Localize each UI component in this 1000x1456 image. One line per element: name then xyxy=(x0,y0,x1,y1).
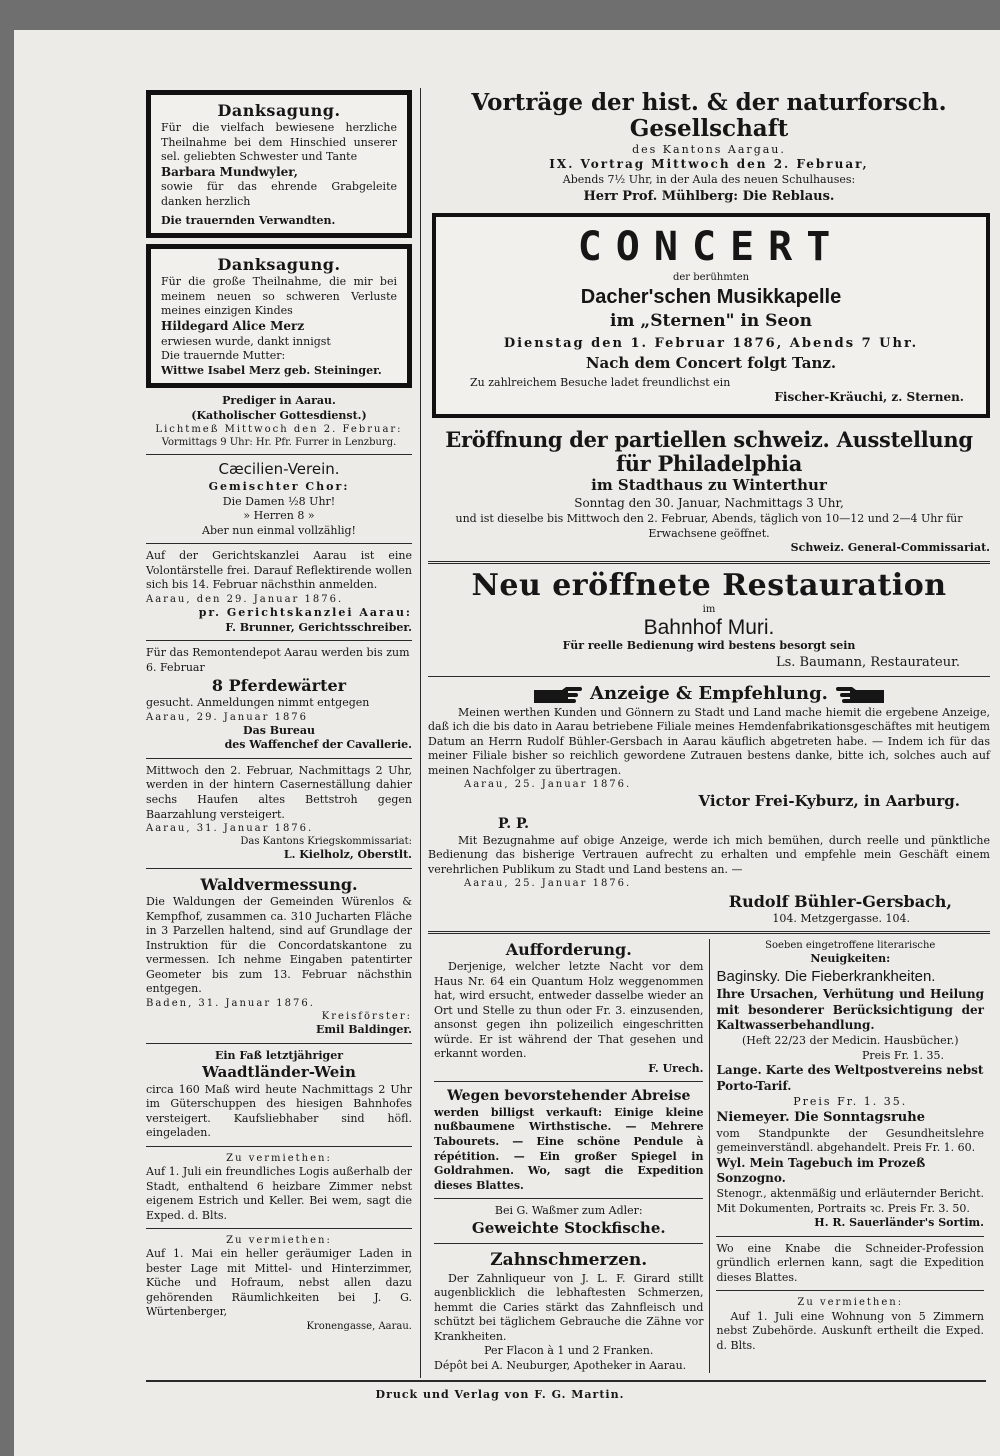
buecher-notice xyxy=(716,939,984,1231)
aufforderung-notice xyxy=(434,939,703,1076)
notice-text: Für die große Theilnahme, die mir bei meinem neuen so schweren Verluste meines einzigen Kindes xyxy=(161,275,397,318)
divider xyxy=(434,1198,703,1199)
divider xyxy=(146,868,412,869)
deceased-name: Barbara Mundwyler, xyxy=(161,164,298,179)
wein-notice xyxy=(146,1049,412,1141)
divider xyxy=(146,543,412,544)
anzeige-signature-2: Rudolf Bühler-Gersbach, xyxy=(728,891,952,911)
vortraege-notice xyxy=(428,90,990,205)
buecher-signature: H. R. Sauerländer's Sortim. xyxy=(814,1216,984,1230)
vermiethen-title: Zu vermiethen: xyxy=(797,1297,904,1309)
abreise-notice xyxy=(434,1087,703,1193)
zahn-text: Der Zahnliqueur von J. L. F. Girard stillt augenblicklich die lebhaftesten Schmerzen, hemmt die Caries stärkt das Zahnfleisch und schützt bei täglichem Gebrauche die Zähne vor Krankheiten. xyxy=(434,1271,704,1343)
restauration-signature: Ls. Baumann, Restaurateur. xyxy=(775,654,960,670)
notice-text-2: sowie für das ehrende Grabgeleite danken herzlich xyxy=(161,180,397,208)
anzeige-notice xyxy=(428,682,990,926)
restauration-title: Neu eröffnete Restauration xyxy=(471,567,947,603)
vermiethen-text: Auf 1. Mai ein heller geräumiger Laden in bester Lage mit Mittel- und Hinterzimmer, Küche und Hofraum, nebst allen dazu gehörenden Räumlichkeiten bei J. G. Würtenberger, xyxy=(146,1247,412,1319)
divider xyxy=(428,561,990,564)
concert-dance: Nach dem Concert folgt Tanz. xyxy=(585,354,837,373)
caecilien-line-3: Aber nun einmal vollzählig! xyxy=(202,523,356,537)
concert-band: Dacher'schen Musikkapelle xyxy=(580,286,842,309)
eroeffnung-title: Eröffnung der partiellen schweiz. Ausstellung für Philadelphia xyxy=(445,427,973,477)
prediger-subtitle: (Katholischer Gottesdienst.) xyxy=(191,408,367,422)
caecilien-line-1: Die Damen ½8 Uhr! xyxy=(222,494,336,508)
book-4-title: Wyl. Mein Tagebuch im Prozeß Sonzogno. xyxy=(716,1155,926,1186)
mittwoch-notice xyxy=(146,764,412,863)
notice-title: Danksagung. xyxy=(217,255,341,275)
gericht-text: Auf der Gerichtskanzlei Aarau ist eine Volontärstelle frei. Darauf Reflektirende wollen sich bis 14. Februar nächsthin anmelden. xyxy=(146,549,412,592)
mittwoch-sign-1: Das Kantons Kriegskommissariat: xyxy=(240,836,412,848)
vermiethen-title: Zu vermiethen: xyxy=(226,1152,332,1164)
wald-text: Die Waldungen der Gemeinden Würenlos & Kempfhof, zusammen ca. 310 Jucharten Fläche in 3 Parzellen haltend, sind auf Grundlage der Instruktion für die Concordatskantone zu vermessen. Ich nehme Eingaben patentirter Geometer bis zum 13. Februar nächsthin entgegen. xyxy=(146,895,412,996)
book-1-title: Baginsky. Die Fieberkrankheiten. xyxy=(716,967,936,985)
anzeige-address-2: 104. Metzgergasse. 104. xyxy=(772,911,910,925)
anzeige-text: Meinen werthen Kunden und Gönnern zu Stadt und Land mache hiemit die ergebene Anzeige, daß ich die bis dato in Aarau betriebene Filiale meines Hemdenfabrikationsgeschäftes mit heutigem Datum an Herrn Rudolf Bühler-Gersbach in Aarau käuflich abgetreten habe. — Indem ich für das meiner Filiale bisher so reichlich gewordene Zutrauen bestens danke, bitte ich, solches auch auf meinen Nachfolger zu übertragen. xyxy=(428,705,990,777)
right-subcolumns xyxy=(428,939,990,1373)
divider xyxy=(146,758,412,759)
vermiethen-notice-3 xyxy=(716,1296,984,1353)
restauration-place: Bahnhof Muri. xyxy=(643,616,775,640)
vortraege-line-1: IX. Vortrag Mittwoch den 2. Februar, xyxy=(549,157,869,172)
remonte-headline: 8 Pferdewärter xyxy=(211,676,347,696)
book-1-price: Preis Fr. 1. 35. xyxy=(862,1048,944,1062)
eroeffnung-hours: und ist dieselbe bis Mittwoch den 2. Februar, Abends, täglich von 10—12 und 2—4 Uhr für Erwachsene geöffnet. xyxy=(455,512,963,540)
gericht-sign-1: pr. Gerichtskanzlei Aarau: xyxy=(198,606,412,620)
anzeige-pp: P. P. xyxy=(498,816,530,833)
right-subcolumn-left xyxy=(428,939,710,1373)
concert-line-1: der berühmten xyxy=(672,271,750,283)
waldvermessung-notice xyxy=(146,874,412,1038)
gericht-date: Aarau, den 29. Januar 1876. xyxy=(146,593,344,605)
vortraege-line-2: Abends 7½ Uhr, in der Aula des neuen Schulhauses: xyxy=(562,173,856,187)
gericht-sign-2: F. Brunner, Gerichtsschreiber. xyxy=(225,620,412,634)
aufforderung-title: Aufforderung. xyxy=(505,940,632,960)
divider xyxy=(146,1043,412,1044)
thanks-notice-1 xyxy=(146,90,412,238)
vermiethen-notice-2 xyxy=(146,1234,412,1333)
pointing-hand-right-icon xyxy=(532,685,584,703)
book-3-desc: vom Standpunkte der Gesundheitslehre gemeinverständl. abgehandelt. Preis Fr. 1. 60. xyxy=(716,1126,984,1155)
divider xyxy=(434,1243,703,1244)
anzeige-date-2: Aarau, 25. Januar 1876. xyxy=(464,878,632,890)
book-2-title: Lange. Karte des Weltpostvereins nebst Porto-Tarif. xyxy=(716,1063,984,1094)
column-divider xyxy=(420,88,421,1378)
vermiethen-title: Zu vermiethen: xyxy=(226,1235,332,1247)
eroeffnung-place: im Stadthaus zu Winterthur xyxy=(591,476,827,495)
notice-signature: Die trauernden Verwandten. xyxy=(161,213,336,227)
caecilien-subtitle: Gemischter Chor: xyxy=(208,480,350,494)
restauration-im: im xyxy=(702,604,716,616)
divider xyxy=(434,1081,703,1082)
anzeige-date: Aarau, 25. Januar 1876. xyxy=(464,779,632,791)
wald-date: Baden, 31. Januar 1876. xyxy=(146,997,315,1009)
book-1-series: (Heft 22/23 der Medicin. Hausbücher.) xyxy=(741,1034,959,1048)
abreise-text: werden billigst verkauft: Einige kleine nußbaumene Wirthstische. — Mehrere Tabourets. — Eine schöne Pendule à répétition. — Ein großer Spiegel in Goldrahmen. Wo, sagt die Expedition dieses Blattes. xyxy=(434,1105,704,1192)
concert-notice xyxy=(432,213,990,418)
right-subcolumn-right xyxy=(710,939,990,1373)
eroeffnung-date: Sonntag den 30. Januar, Nachmittags 3 Uhr, xyxy=(574,496,844,511)
wald-title: Waldvermessung. xyxy=(200,874,358,894)
vermiethen-notice-1 xyxy=(146,1152,412,1223)
mittwoch-sign-2: L. Kielholz, Oberstlt. xyxy=(283,848,412,862)
notice-text: Für die vielfach bewiesene herzliche Theilnahme bei dem Hinschied unserer sel. geliebten Schwester und Tante xyxy=(161,121,397,164)
prediger-date: Lichtmeß Mittwoch den 2. Februar: xyxy=(155,424,403,436)
prediger-notice xyxy=(146,394,412,449)
wassmer-line-2: Geweichte Stockfische. xyxy=(471,1218,666,1237)
notice-title: Danksagung. xyxy=(217,101,341,120)
eroeffnung-signature: Schweiz. General-Commissariat. xyxy=(790,541,990,555)
pointing-hand-left-icon xyxy=(834,685,886,703)
book-1-subtitle: Ihre Ursachen, Verhütung und Heilung mit besonderer Berücksichtigung der Kaltwasserbehandlung. xyxy=(716,986,984,1033)
left-column xyxy=(146,90,412,1333)
concert-headline: CONCERT xyxy=(577,223,845,270)
child-name: Hildegard Alice Merz xyxy=(161,318,305,333)
knabe-text: Wo eine Knabe die Schneider-Profession gründlich erlernen kann, sagt die Expedition dieses Blattes. xyxy=(716,1241,984,1284)
zahn-depot: Dépôt bei A. Neuburger, Apotheker in Aarau. xyxy=(434,1358,687,1372)
wassmer-notice xyxy=(434,1204,703,1238)
wein-headline: Waadtländer-Wein xyxy=(202,1063,356,1082)
divider xyxy=(146,1146,412,1147)
concert-invite: Zu zahlreichem Besuche ladet freundlichst ein xyxy=(470,375,731,389)
wein-text: circa 160 Maß wird heute Nachmittags 2 Uhr im Güterschuppen des hiesigen Bahnhofes versteigert. Kaufsliebhaber sind höfl. eingeladen. xyxy=(146,1082,412,1140)
caecilien-notice xyxy=(146,460,412,538)
remonte-text: Für das Remontendepot Aarau werden bis zum 6. Februar xyxy=(146,646,410,674)
vortraege-title: Vorträge der hist. & der naturforsch. Gesellschaft xyxy=(471,89,947,143)
vermiethen-text: Auf 1. Juli ein freundliches Logis außerhalb der Stadt, enthaltend 6 heizbare Zimmer nebst eigenem Estrich und Keller. Bei wem, sagt die Exped. d. Blts. xyxy=(146,1165,412,1222)
anzeige-title: Anzeige & Empfehlung. xyxy=(590,683,828,705)
vortraege-subtitle: des Kantons Aargau. xyxy=(632,142,786,156)
aufforderung-text: Derjenige, welcher letzte Nacht vor dem Haus Nr. 64 ein Quantum Holz weggenommen hat, wird ersucht, entweder dasselbe wieder an Ort und Stelle zu thun oder Fr. 3. einzusenden, ansonst gegen ihn polizeilich eingeschritten würde. Er ist während der That gesehen und erkannt worden. xyxy=(434,960,704,1061)
mittwoch-text: Mittwoch den 2. Februar, Nachmittags 2 Uhr, werden in der hintern Caserneställung dahier sechs Haufen altes Bettstroh gegen Baarzahlung versteigert. xyxy=(146,763,412,821)
knabe-notice xyxy=(716,1242,984,1286)
zahnschmerzen-notice xyxy=(434,1249,703,1373)
aufforderung-signature: F. Urech. xyxy=(648,1061,704,1075)
concert-venue: im „Sternen" in Seon xyxy=(610,311,812,332)
right-column xyxy=(428,90,990,1373)
prediger-time: Vormittags 9 Uhr: Hr. Pfr. Furrer in Lenzburg. xyxy=(161,437,397,449)
gerichtskanzlei-notice xyxy=(146,549,412,635)
zahn-title: Zahnschmerzen. xyxy=(490,1250,648,1271)
divider xyxy=(428,676,990,677)
anzeige-text-2: Mit Bezugnahme auf obige Anzeige, werde ich mich bemühen, durch reelle und pünktliche Bedienung das bisherige Vertrauen aufrecht zu erhalten und empfehle mein Geschäft einem verehrlichen Publikum zu Stadt und Land bestens an. — xyxy=(428,833,990,876)
buecher-line-1: Soeben eingetroffene literarische xyxy=(765,940,936,952)
divider xyxy=(716,1290,984,1291)
remonte-date: Aarau, 29. Januar 1876 xyxy=(146,711,309,723)
concert-date: Dienstag den 1. Februar 1876, Abends 7 Uhr. xyxy=(503,335,919,351)
eroeffnung-notice xyxy=(428,428,990,555)
remonte-sign-1: Das Bureau xyxy=(243,723,315,737)
caecilien-line-2: » Herren 8 » xyxy=(243,509,315,523)
caecilien-title: Cæcilien-Verein. xyxy=(218,460,340,479)
remonte-notice xyxy=(146,646,412,753)
wald-sign-2: Emil Baldinger. xyxy=(316,1023,412,1037)
vortraege-line-3: Herr Prof. Mühlberg: Die Reblaus. xyxy=(583,188,835,204)
concert-signature: Fischer-Kräuchi, z. Sternen. xyxy=(774,390,964,405)
divider xyxy=(146,454,412,455)
signature-line-1: Die trauernde Mutter: xyxy=(161,349,286,363)
prediger-title: Prediger in Aarau. xyxy=(222,394,336,408)
buecher-line-2: Neuigkeiten: xyxy=(810,952,891,966)
footer-rule xyxy=(146,1380,986,1382)
wassmer-line-1: Bei G. Waßmer zum Adler: xyxy=(494,1204,643,1218)
wald-sign-1: Kreisförster: xyxy=(321,1010,412,1022)
vermiethen-text: Auf 1. Juli eine Wohnung von 5 Zimmern nebst Zubehörde. Auskunft ertheilt die Exped. d. Blts. xyxy=(716,1309,984,1352)
divider xyxy=(428,931,990,934)
restauration-line: Für reelle Bedienung wird bestens besorgt sein xyxy=(562,639,856,653)
anzeige-signature: Victor Frei-Kyburz, in Aarburg. xyxy=(698,791,960,810)
abreise-title: Wegen bevorstehender Abreise xyxy=(447,1088,691,1105)
zahn-price: Per Flacon à 1 und 2 Franken. xyxy=(484,1344,654,1358)
notice-text-2: erwiesen wurde, dankt innigst xyxy=(161,334,331,348)
mittwoch-date: Aarau, 31. Januar 1876. xyxy=(146,823,314,835)
book-4-desc: Stenogr., aktenmäßig und erläuternder Bericht. Mit Dokumenten, Portraits ꝛc. Preis Fr. 3. 50. xyxy=(716,1187,984,1215)
thanks-notice-2 xyxy=(146,244,412,388)
divider xyxy=(146,640,412,641)
signature-line-2: Wittwe Isabel Merz geb. Steininger. xyxy=(161,363,382,377)
book-2-price: Preis Fr. 1. 35. xyxy=(793,1094,908,1108)
divider xyxy=(146,1228,412,1229)
restauration-notice xyxy=(428,569,990,671)
vermiethen-address: Kronengasse, Aarau. xyxy=(306,1320,412,1332)
printer-imprint: Druck und Verlag von F. G. Martin. xyxy=(375,1388,625,1401)
wein-line-1: Ein Faß letztjähriger xyxy=(214,1048,344,1062)
remonte-text-2: gesucht. Anmeldungen nimmt entgegen xyxy=(146,696,370,710)
remonte-sign-2: des Waffenchef der Cavallerie. xyxy=(224,738,412,752)
book-3-title: Niemeyer. Die Sonntagsruhe xyxy=(716,1110,925,1126)
divider xyxy=(716,1236,984,1237)
